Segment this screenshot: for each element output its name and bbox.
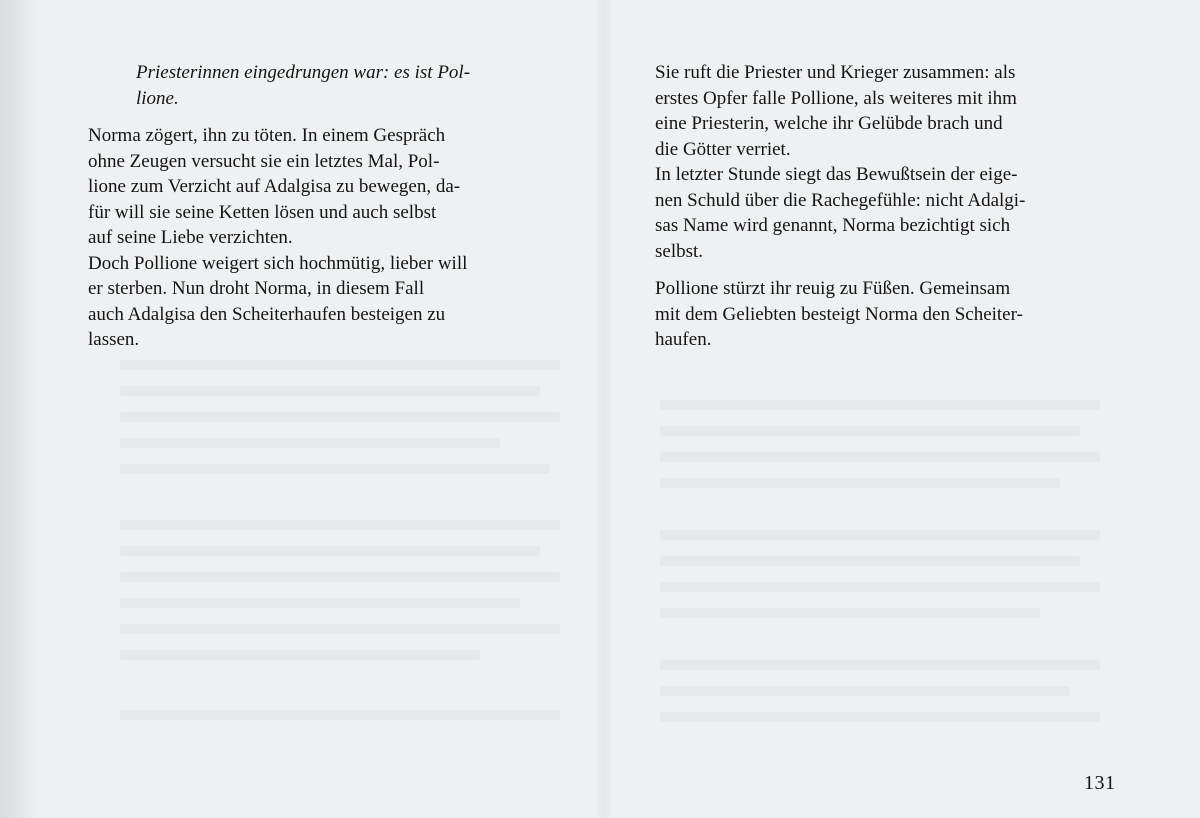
- page-edge-shadow: [0, 0, 40, 818]
- left-column: [88, 60, 556, 353]
- page-number: 131: [1084, 772, 1116, 794]
- left-paragraph-1: Norma zögert, ihn zu töten. In einem Gespräch ohne Zeugen versucht sie ein letztes Mal, Pol- lione zum Verzicht auf Adalgisa zu bewegen, da- für will sie seine Ketten lösen und auch selbst auf seine Liebe verzichten.: [88, 125, 461, 248]
- right-column: [655, 60, 1125, 353]
- right-paragraph-2: In letzter Stunde siegt das Bewußtsein der eige- nen Schuld über die Rachegefühle: nicht Adalgi- sas Name wird genannt, Norma bezichtigt sich selbst.: [655, 164, 1026, 262]
- right-paragraph-1: Sie ruft die Priester und Krieger zusammen: als erstes Opfer falle Pollione, als weiteres mit ihm eine Priesterin, welche ihr Gelübde brach und die Götter verriet.: [655, 62, 1017, 160]
- page-gutter: [595, 0, 613, 818]
- right-paragraph-3: Pollione stürzt ihr reuig zu Füßen. Gemeinsam mit dem Geliebten besteigt Norma den Scheiter- haufen.: [655, 278, 1023, 350]
- left-paragraph-2: Doch Pollione weigert sich hochmütig, lieber will er sterben. Nun droht Norma, in diesem Fall auch Adalgisa den Scheiterhaufen besteigen zu lassen.: [88, 252, 468, 350]
- italic-lead-text: Priesterinnen eingedrungen war: es ist Pol- lione.: [136, 62, 471, 109]
